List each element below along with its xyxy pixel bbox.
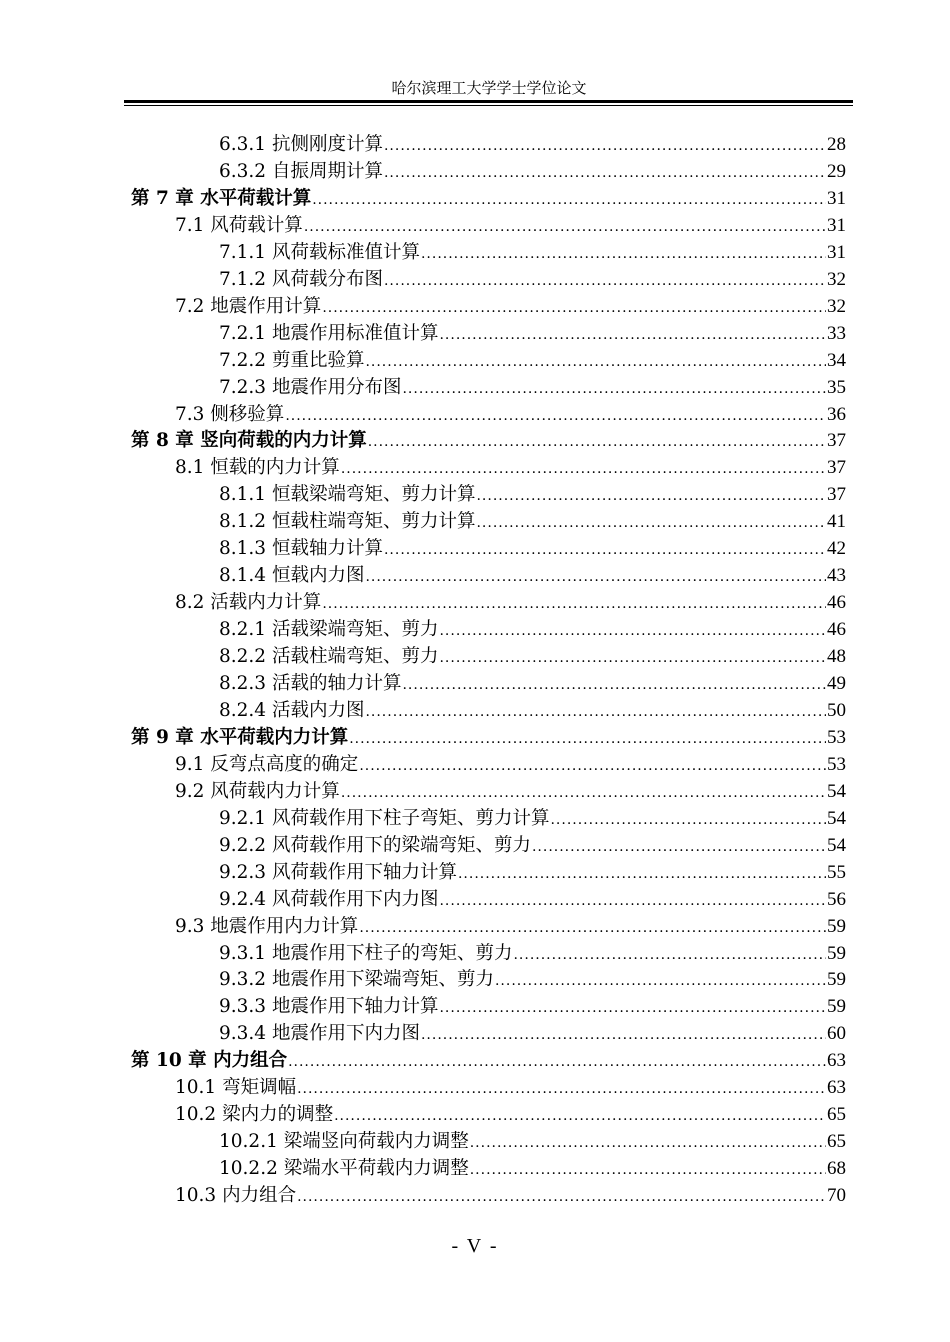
toc-entry-title: 7.2 地震作用计算 (175, 295, 322, 317)
toc-entry[interactable] (219, 266, 846, 293)
toc-chapter-entry[interactable] (131, 185, 846, 212)
toc-entry-title: 第 8 章 竖向荷载的内力计算 (131, 430, 367, 452)
toc-entry-page-number: 59 (827, 942, 846, 964)
toc-entry[interactable] (175, 293, 846, 320)
toc-dot-leader (402, 672, 826, 699)
toc-entry-title: 7.1.1 风荷载标准值计算 (219, 241, 420, 263)
toc-entry-page-number: 42 (827, 538, 846, 560)
toc-dot-leader (476, 483, 826, 510)
toc-entry-page-number: 54 (827, 834, 846, 856)
toc-entry-page-number: 54 (827, 807, 846, 829)
toc-entry-page-number: 31 (827, 214, 846, 236)
toc-entry-page-number: 49 (827, 673, 846, 694)
page-number: - V - (451, 1235, 499, 1257)
toc-entry-page-number: 63 (827, 1050, 846, 1072)
toc-entry-title: 10.2 梁内力的调整 (175, 1104, 334, 1126)
toc-entry[interactable] (175, 212, 846, 239)
toc-entry-page-number: 35 (827, 376, 846, 398)
toc-entry[interactable] (219, 832, 846, 859)
toc-dot-leader (322, 295, 826, 322)
toc-dot-leader (470, 1157, 826, 1184)
toc-entry-page-number: 33 (827, 322, 846, 344)
toc-entry[interactable] (175, 589, 846, 616)
toc-entry-title: 第 10 章 内力组合 (131, 1050, 288, 1072)
toc-entry-page-number: 50 (827, 699, 846, 721)
toc-entry-page-number: 68 (827, 1158, 846, 1180)
toc-dot-leader (288, 1049, 826, 1076)
toc-dot-leader (297, 1076, 826, 1103)
toc-entry-page-number: 59 (827, 915, 846, 937)
toc-entry-title: 9.3.2 地震作用下梁端弯矩、剪力 (219, 969, 494, 991)
toc-entry-title: 7.2.2 剪重比验算 (219, 349, 365, 371)
toc-entry-page-number: 37 (827, 430, 846, 452)
toc-entry[interactable] (175, 1074, 846, 1101)
toc-entry[interactable] (219, 562, 846, 589)
toc-entry-page-number: 43 (827, 565, 846, 587)
toc-entry[interactable] (175, 751, 846, 778)
toc-dot-leader (334, 1103, 826, 1130)
toc-entry[interactable] (219, 886, 846, 913)
toc-entry-title: 9.2.3 风荷载作用下轴力计算 (219, 861, 457, 883)
toc-entry-title: 8.1 恒载的内力计算 (175, 457, 340, 479)
toc-entry-title: 9.1 反弯点高度的确定 (175, 753, 359, 775)
toc-dot-leader (359, 915, 826, 942)
toc-dot-leader (439, 645, 826, 672)
toc-entry[interactable] (219, 966, 846, 993)
toc-dot-leader (495, 968, 826, 995)
toc-entry-title: 9.2.1 风荷载作用下柱子弯矩、剪力计算 (219, 807, 550, 829)
toc-entry-page-number: 65 (827, 1131, 846, 1153)
toc-dot-leader (458, 861, 826, 888)
toc-entry-page-number: 32 (827, 268, 846, 290)
toc-entry[interactable] (219, 1155, 846, 1182)
toc-entry[interactable] (175, 778, 846, 805)
header-rule-thin (124, 105, 853, 106)
toc-dot-leader (402, 376, 826, 403)
toc-entry-title: 10.2.2 梁端水平荷载内力调整 (219, 1158, 469, 1180)
toc-entry-title: 6.3.1 抗侧刚度计算 (219, 134, 383, 155)
toc-dot-leader (439, 322, 826, 349)
toc-entry-page-number: 65 (827, 1104, 846, 1126)
toc-chapter-entry[interactable] (131, 724, 846, 751)
toc-entry[interactable] (219, 859, 846, 886)
toc-entry-title: 10.3 内力组合 (175, 1185, 297, 1207)
toc-entry-page-number: 28 (827, 134, 846, 155)
toc-entry[interactable] (175, 1182, 846, 1209)
toc-entry[interactable] (219, 535, 846, 562)
toc-entry-page-number: 31 (827, 241, 846, 263)
toc-entry-page-number: 54 (827, 780, 846, 802)
toc-entry-page-number: 59 (827, 969, 846, 991)
toc-entry-page-number: 36 (827, 403, 846, 425)
toc-entry-title: 8.1.4 恒载内力图 (219, 565, 365, 587)
toc-entry-page-number: 53 (827, 753, 846, 775)
toc-entry-title: 8.1.1 恒载梁端弯矩、剪力计算 (219, 484, 476, 506)
toc-dot-leader (341, 780, 826, 807)
toc-dot-leader (304, 214, 826, 241)
toc-entry-page-number: 70 (827, 1185, 846, 1207)
toc-entry[interactable] (175, 1101, 846, 1128)
toc-entry[interactable] (219, 643, 846, 670)
toc-entry-title: 8.2.3 活载的轴力计算 (219, 673, 402, 694)
toc-entry[interactable] (219, 158, 846, 185)
toc-dot-leader (476, 510, 826, 537)
toc-entry[interactable] (219, 993, 846, 1020)
toc-dot-leader (439, 888, 826, 915)
toc-dot-leader (384, 160, 826, 187)
toc-dot-leader (365, 564, 826, 591)
toc-dot-leader (312, 187, 826, 214)
toc-dot-leader (532, 834, 826, 861)
toc-entry-title: 8.2 活载内力计算 (175, 592, 322, 614)
toc-dot-leader (365, 699, 826, 726)
toc-dot-leader (384, 537, 826, 564)
toc-entry-page-number: 48 (827, 646, 846, 668)
toc-entry-page-number: 37 (827, 457, 846, 479)
toc-entry[interactable] (219, 131, 846, 158)
toc-dot-leader (365, 349, 826, 376)
toc-entry[interactable] (219, 481, 846, 508)
toc-chapter-entry[interactable] (131, 427, 846, 454)
toc-entry[interactable] (219, 1020, 846, 1047)
page-header-title: 哈尔滨理工大学学士学位论文 (391, 79, 587, 97)
toc-entry-title: 9.3.4 地震作用下内力图 (219, 1023, 420, 1045)
toc-entry[interactable] (219, 239, 846, 266)
toc-entry-title: 9.3.1 地震作用下柱子的弯矩、剪力 (219, 942, 513, 964)
toc-entry[interactable] (219, 320, 846, 347)
toc-entry[interactable] (175, 454, 846, 481)
toc-entry-title: 7.1 风荷载计算 (175, 214, 303, 236)
toc-entry[interactable] (175, 401, 846, 428)
toc-dot-leader (285, 403, 826, 430)
toc-entry-title: 9.3.3 地震作用下轴力计算 (219, 996, 439, 1018)
toc-entry-title: 7.1.2 风荷载分布图 (219, 268, 383, 290)
toc-dot-leader (341, 456, 826, 483)
toc-dot-leader (297, 1184, 826, 1211)
toc-dot-leader (421, 241, 826, 268)
toc-entry-title: 9.2 风荷载内力计算 (175, 780, 340, 802)
toc-dot-leader (349, 726, 826, 753)
toc-entry-page-number: 41 (827, 511, 846, 533)
toc-entry-page-number: 46 (827, 592, 846, 614)
toc-entry-page-number: 59 (827, 996, 846, 1018)
toc-entry[interactable] (175, 913, 846, 940)
toc-entry[interactable] (219, 940, 846, 967)
toc-entry-title: 7.2.3 地震作用分布图 (219, 376, 402, 398)
toc-entry-page-number: 63 (827, 1077, 846, 1099)
toc-dot-leader (470, 1130, 826, 1157)
toc-entry-title: 8.1.2 恒载柱端弯矩、剪力计算 (219, 511, 476, 533)
toc-dot-leader (322, 591, 826, 618)
header-rule-thick (124, 100, 853, 103)
toc-entry-title: 10.2.1 梁端竖向荷载内力调整 (219, 1131, 469, 1153)
toc-entry-title: 8.2.4 活载内力图 (219, 699, 365, 721)
toc-entry-title: 9.2.2 风荷载作用下的梁端弯矩、剪力 (219, 834, 531, 856)
toc-entry-title: 9.2.4 风荷载作用下内力图 (219, 888, 439, 910)
toc-dot-leader (439, 995, 826, 1022)
toc-entry-page-number: 46 (827, 619, 846, 641)
toc-entry-page-number: 31 (827, 187, 846, 209)
toc-chapter-entry[interactable] (131, 1047, 846, 1074)
toc-entry-page-number: 32 (827, 295, 846, 317)
toc-entry-title: 第 7 章 水平荷载计算 (131, 187, 312, 209)
toc-entry[interactable] (219, 347, 846, 374)
toc-dot-leader (439, 618, 826, 645)
toc-entry-page-number: 55 (827, 861, 846, 883)
toc-dot-leader (384, 268, 826, 295)
toc-entry-title: 第 9 章 水平荷载内力计算 (131, 726, 349, 748)
toc-entry[interactable] (219, 805, 846, 832)
toc-entry[interactable] (219, 1128, 846, 1155)
toc-dot-leader (550, 807, 826, 834)
toc-entry-title: 8.2.1 活载梁端弯矩、剪力 (219, 619, 439, 641)
toc-entry-title: 9.3 地震作用内力计算 (175, 915, 359, 937)
toc-dot-leader (421, 1022, 826, 1049)
toc-entry-page-number: 60 (827, 1023, 846, 1045)
toc-entry-page-number: 37 (827, 484, 846, 506)
toc-entry[interactable] (219, 697, 846, 724)
toc-entry-page-number: 34 (827, 349, 846, 371)
toc-entry-title: 7.2.1 地震作用标准值计算 (219, 322, 439, 344)
toc-entry-title: 8.2.2 活载柱端弯矩、剪力 (219, 646, 439, 668)
toc-entry-title: 8.1.3 恒载轴力计算 (219, 538, 383, 560)
toc-entry-title: 10.1 弯矩调幅 (175, 1077, 297, 1099)
toc-entry-page-number: 53 (827, 726, 846, 748)
toc-dot-leader (384, 133, 826, 160)
toc-entry-page-number: 56 (827, 888, 846, 910)
toc-entry-page-number: 29 (827, 160, 846, 182)
toc-dot-leader (513, 942, 826, 969)
toc-dot-leader (359, 753, 826, 780)
toc-entry[interactable] (219, 374, 846, 401)
toc-entry[interactable] (219, 670, 846, 697)
toc-dot-leader (368, 429, 826, 456)
toc-entry[interactable] (219, 508, 846, 535)
toc-entry[interactable] (219, 616, 846, 643)
toc-entry-title: 6.3.2 自振周期计算 (219, 160, 383, 182)
toc-entry-title: 7.3 侧移验算 (175, 403, 285, 425)
